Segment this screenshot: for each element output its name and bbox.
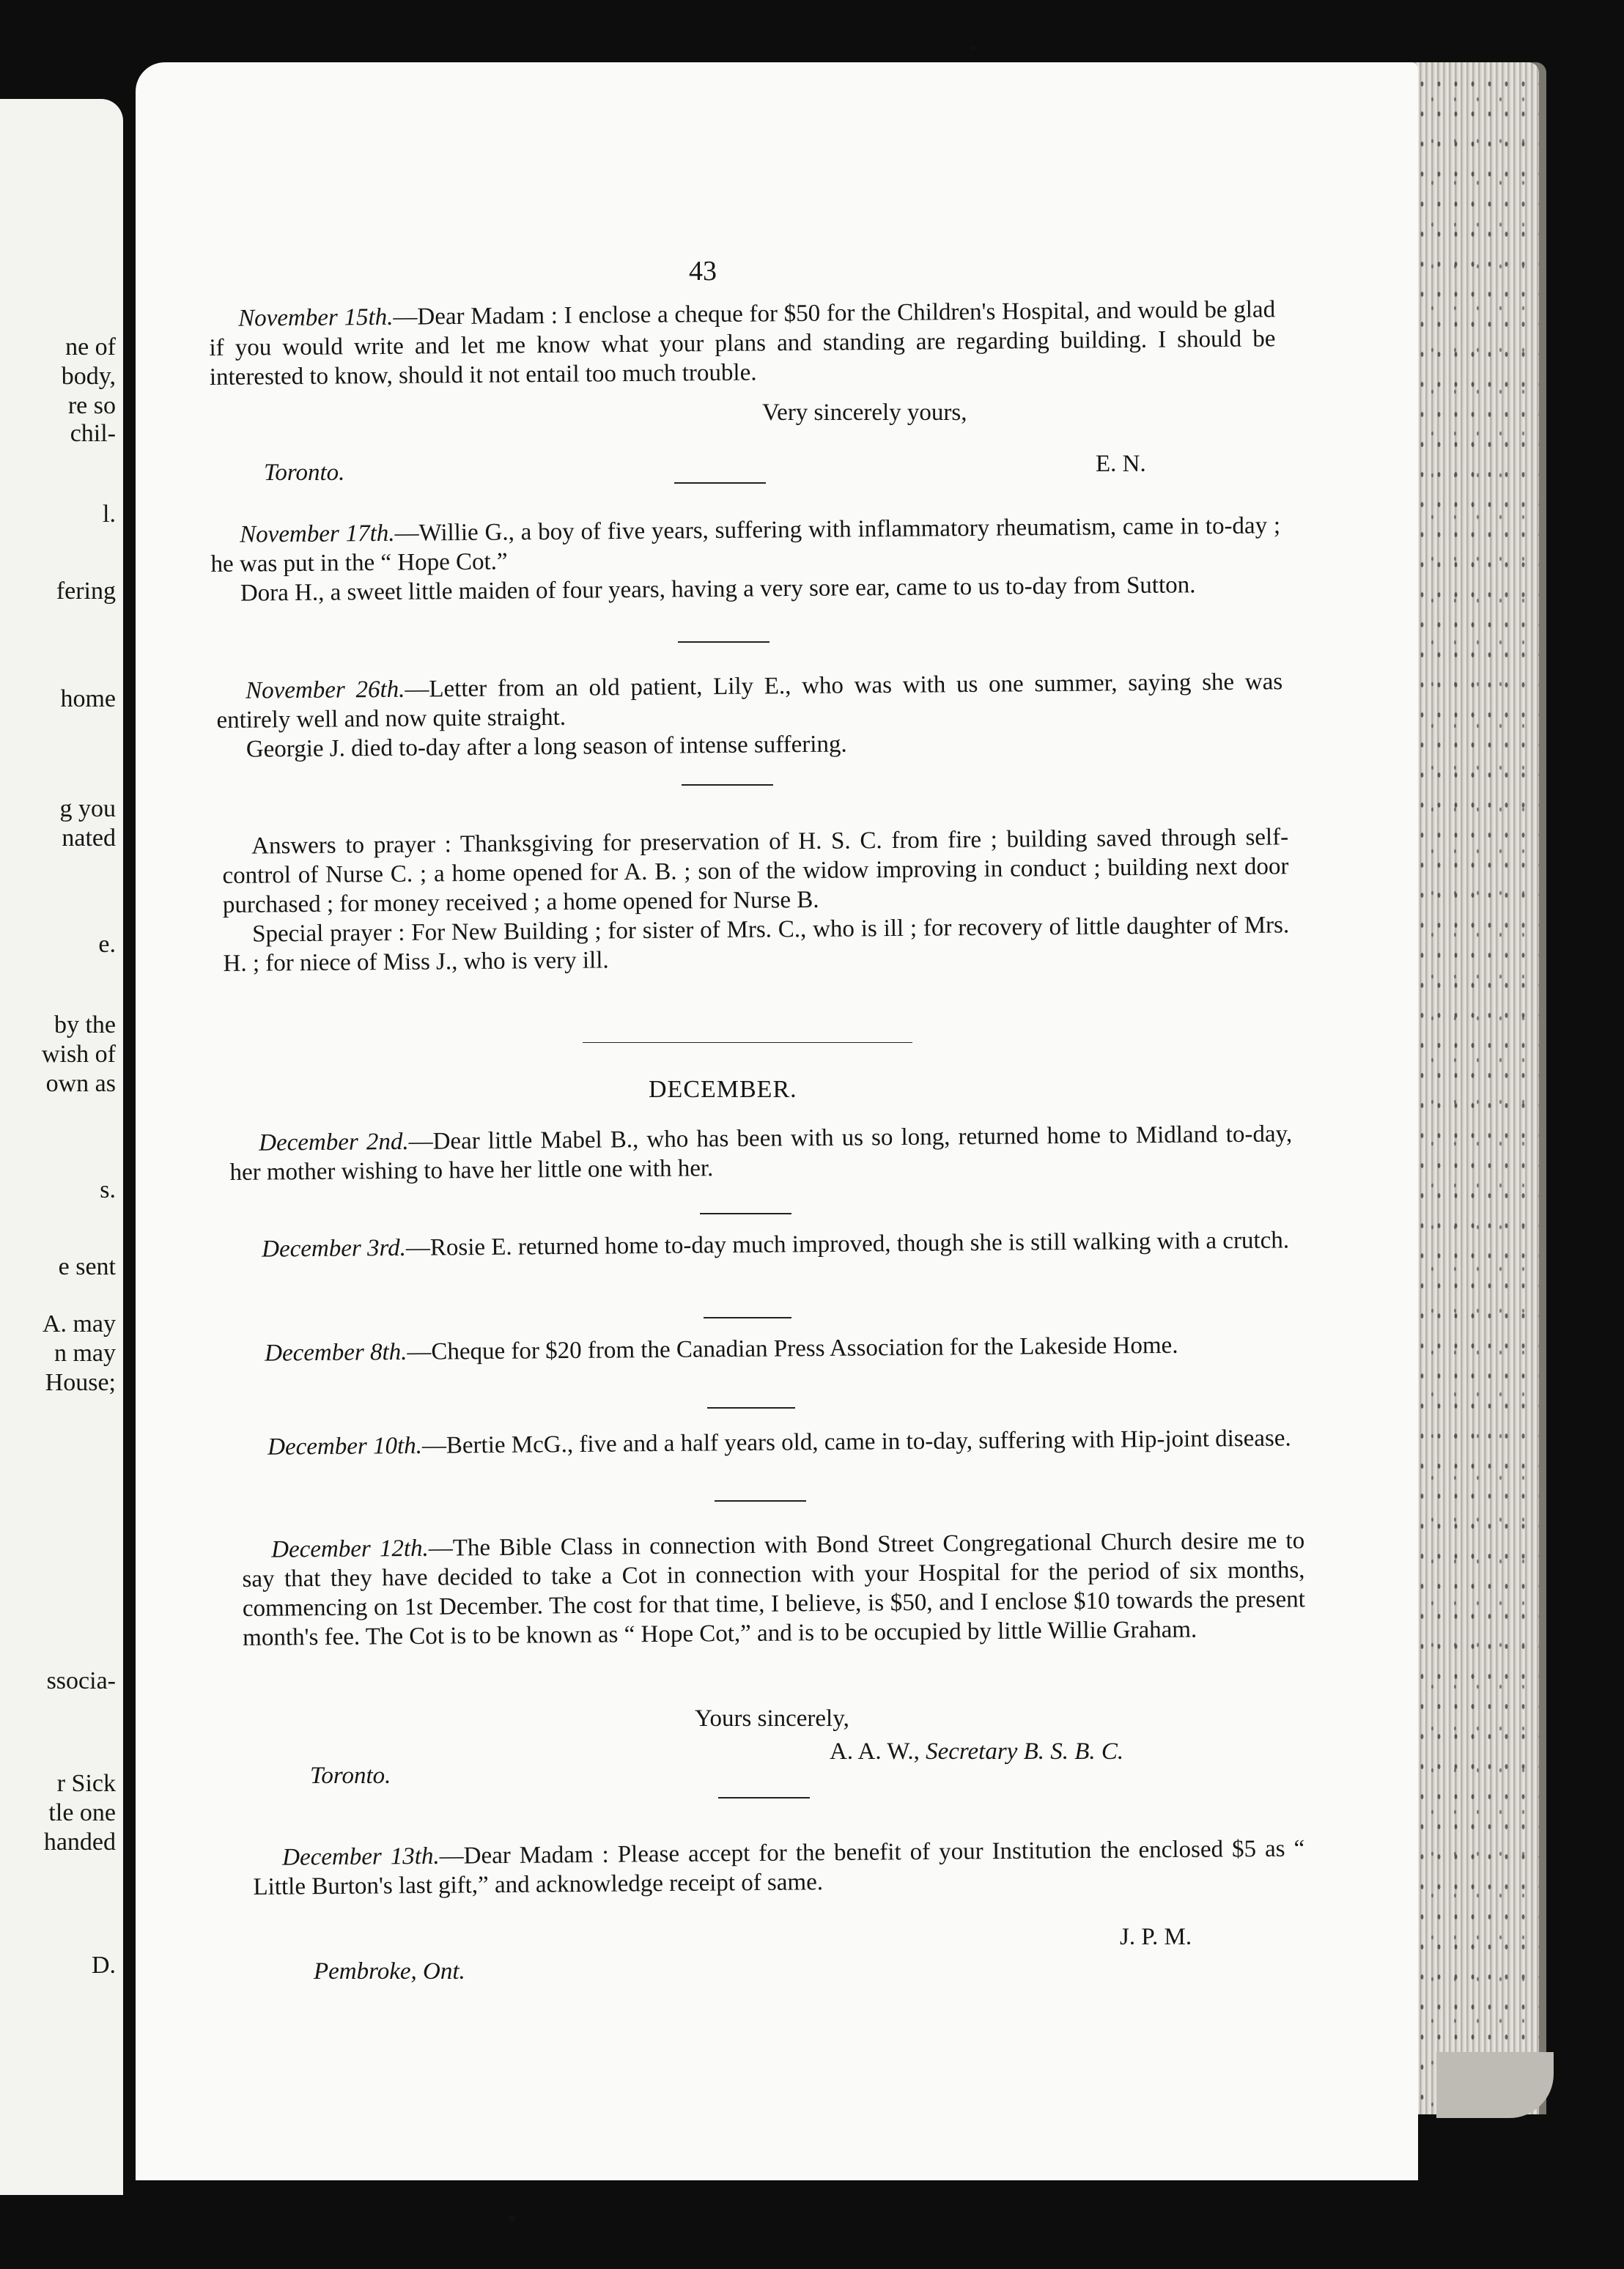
entry-text: Dora H., a sweet little maiden of four years, having a very sore ear, came to us to-day from Sutton.: [240, 572, 1196, 607]
left-page-text: ne of: [65, 333, 116, 361]
entry-nov-15: [209, 295, 1276, 392]
entry-text: —Bertie McG., five and a half years old, came in to-day, suffering with Hip-joint disease.: [421, 1425, 1291, 1459]
entry-place: Toronto.: [310, 1763, 391, 1789]
left-page-text: nated: [62, 824, 116, 852]
left-page-text: r Sick: [56, 1770, 116, 1797]
entry-text: —Dear little Mabel B., who has been with us so long, returned home to Midland to-day, her mother wishing to have her little one with her.: [229, 1121, 1293, 1186]
book-page-corner: [1436, 2052, 1554, 2118]
entry-date: December 12th.: [271, 1535, 429, 1563]
left-page: [0, 99, 123, 2195]
left-page-text: by the: [53, 1011, 116, 1038]
left-page-text: home: [60, 685, 116, 712]
entry-text: —Letter from an old patient, Lily E., who was with us one summer, saying she was entirely well and now quite straight.: [216, 668, 1283, 734]
signature-name: A. A. W.,: [830, 1738, 920, 1765]
separator-rule: [704, 1317, 791, 1318]
prayer-section: [222, 822, 1290, 978]
separator-rule: [700, 1213, 791, 1214]
entry-place: Toronto.: [264, 460, 345, 486]
left-page-text: own as: [45, 1070, 116, 1097]
entry-date: December 2nd.: [259, 1128, 409, 1156]
answers-to-prayer: Answers to prayer : Thanksgiving for preservation of H. S. C. from fire ; building saved through self-control of Nurse C. ; a home opened for A. B. ; son of the widow improving in conduct ; building next door purchased ; for money received ; a home opened for Nurse B.: [222, 824, 1289, 918]
entry-text: Georgie J. died to-day after a long season of intense suffering.: [246, 731, 847, 763]
left-page-text: e sent: [58, 1253, 116, 1280]
entry-dec-12: [242, 1526, 1305, 1653]
left-page-text: ssocia-: [46, 1667, 116, 1694]
separator-rule: [707, 1407, 795, 1409]
left-page-text: tle one: [48, 1799, 116, 1826]
separator-rule: [678, 641, 769, 643]
entry-date: November 26th.: [246, 676, 405, 704]
entry-signature: E. N.: [1096, 451, 1146, 477]
speck: [509, 2215, 515, 2222]
entry-signature: [830, 1737, 1123, 1766]
left-page-text: body,: [61, 363, 116, 390]
entry-nov-17: [210, 511, 1281, 608]
section-heading: DECEMBER.: [649, 1076, 797, 1103]
entry-date: November 15th.: [238, 303, 394, 332]
left-page-text: wish of: [41, 1041, 116, 1068]
entry-dec-10: [238, 1423, 1301, 1462]
entry-dec-13: [253, 1834, 1305, 1902]
special-prayer: Special prayer : For New Building ; for sister of Mrs. C., who is ill ; for recovery of little daughter of Mrs. H. ; for niece of Miss J., who is very ill.: [223, 912, 1290, 977]
left-page-text: l.: [103, 501, 116, 528]
entry-text: —Dear Madam : Please accept for the benefit of your Institution the enclosed $5 as “ Little Burton's last gift,” and acknowledge receipt of same.: [253, 1835, 1305, 1900]
entry-text: —Rosie E. returned home to-day much improved, though she is still walking with a crutch.: [405, 1227, 1290, 1261]
left-page-text: House;: [45, 1369, 116, 1396]
entry-place: Pembroke, Ont.: [314, 1958, 465, 1985]
entry-date: December 13th.: [282, 1842, 440, 1871]
entry-dec-3: [232, 1225, 1295, 1264]
entry-nov-26: [216, 667, 1283, 764]
left-page-text: handed: [43, 1829, 116, 1856]
left-page-text: e.: [98, 931, 116, 958]
entry-date: December 10th.: [267, 1432, 423, 1461]
entry-closing: Yours sincerely,: [695, 1705, 849, 1732]
speck: [971, 45, 975, 51]
signature-title: Secretary B. S. B. C.: [926, 1738, 1124, 1765]
separator-rule: [674, 482, 766, 484]
book-page: [136, 62, 1418, 2180]
book-page-edges: [1411, 62, 1539, 2114]
left-page-text: g you: [59, 795, 116, 822]
entry-date: November 17th.: [240, 520, 395, 548]
section-rule: [583, 1042, 912, 1043]
entry-closing: Very sincerely yours,: [762, 399, 967, 426]
page-number: 43: [689, 256, 717, 287]
entry-text: —Cheque for $20 from the Canadian Press Association for the Lakeside Home.: [407, 1332, 1178, 1365]
entry-signature: J. P. M.: [1120, 1924, 1192, 1950]
entry-date: December 8th.: [265, 1338, 407, 1367]
left-page-text: fering: [56, 578, 116, 605]
left-page-text: A. may: [42, 1310, 116, 1338]
separator-rule: [715, 1500, 806, 1502]
entry-text: —Willie G., a boy of five years, suffering with inflammatory rheumatism, came in to-day ; he was put in the “ Hope Cot.”: [210, 512, 1281, 578]
entry-date: December 3rd.: [262, 1234, 407, 1263]
entry-text: —The Bible Class in connection with Bond Street Congregational Church desire me to say that they have decided to take a Cot in connection with your Hospital for the period of six months, commencing on 1st December. The cost for that time, I believe, is $50, and I enclose $10 towards the present month's fee. The Cot is to be known as “ Hope Cot,” and is to be occupied by little Willie Graham.: [242, 1527, 1305, 1651]
left-page-text: D.: [91, 1952, 116, 1979]
left-page-text: re so: [67, 392, 116, 419]
left-page-text: chil-: [70, 420, 116, 447]
left-page-text: s.: [100, 1176, 116, 1203]
entry-dec-8: [235, 1329, 1298, 1368]
left-page-text: n may: [53, 1340, 116, 1367]
separator-rule: [718, 1797, 810, 1798]
entry-text: —Dear Madam : I enclose a cheque for $50 for the Children's Hospital, and would be glad if you would write and let me know what your plans and standing are regarding building. I should be interested to know, should it not entail too much trouble.: [209, 296, 1276, 391]
separator-rule: [682, 784, 773, 786]
entry-dec-2: [229, 1119, 1293, 1187]
